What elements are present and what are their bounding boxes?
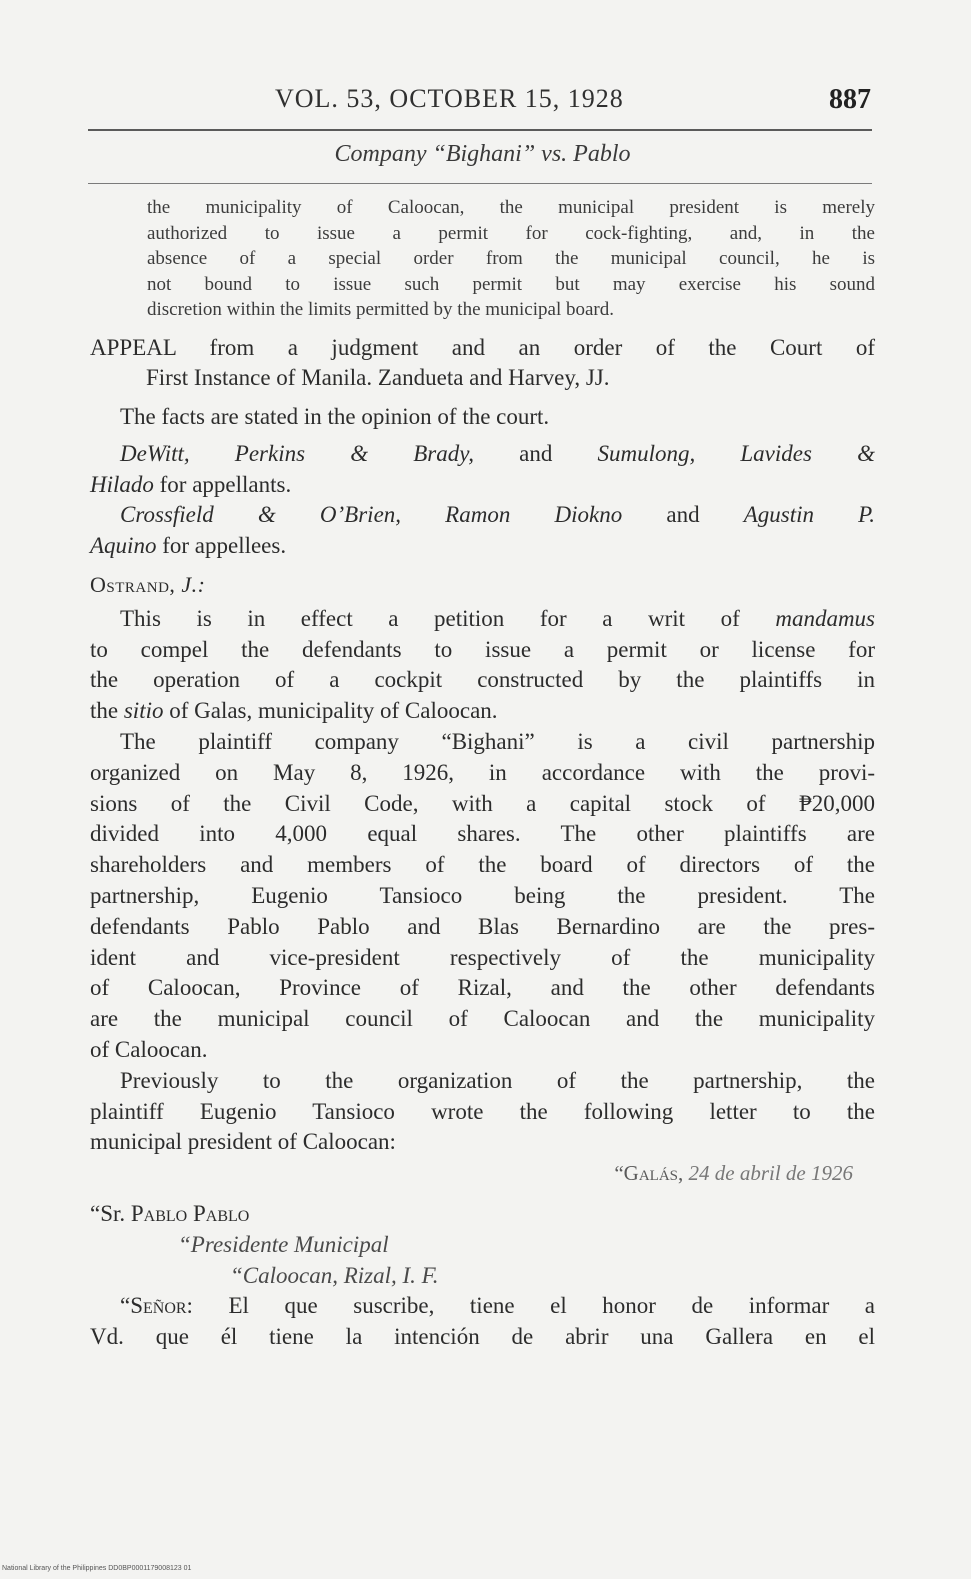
letter-addressee	[90, 1199, 875, 1230]
running-title: VOL. 53, OCTOBER 15, 1928	[275, 84, 624, 113]
paragraph-line: of Caloocan.	[90, 1037, 208, 1063]
counsel-names: DeWitt, Perkins & Brady,	[120, 440, 474, 466]
paragraph-line: Previously to the organization of the partnership, the	[120, 1067, 875, 1093]
addressee-name: Pablo Pablo	[125, 1201, 250, 1227]
paragraph-line: defendants Pablo Pablo and Blas Bernardino are the pres-	[90, 913, 875, 939]
text-run: the	[90, 698, 124, 724]
paragraph-line	[90, 696, 875, 727]
paragraph-line: organized on May 8, 1926, in accordance with the provi-	[90, 759, 875, 785]
appeal-line-2: First Instance of Manila. Zandueta and Harvey, JJ.	[146, 365, 610, 391]
author-title: J.:	[181, 572, 206, 598]
body-text	[90, 195, 875, 1353]
counsel-line	[90, 531, 875, 562]
counsel-line	[90, 500, 875, 531]
text-run-italic: mandamus	[775, 605, 875, 631]
syllabus	[147, 195, 875, 323]
letter-position: “Presidente Municipal	[178, 1231, 389, 1257]
case-title: Company “Bighani” vs. Pablo	[334, 141, 631, 167]
scan-footer-note: National Library of the Philippines DD0BP0001179008123 01	[2, 1565, 192, 1572]
paragraph-line: shareholders and members of the board of directors of the	[90, 852, 875, 878]
running-head	[90, 84, 875, 124]
syllabus-line: absence of a special order from the municipal council, he is	[147, 248, 875, 269]
header-rule	[88, 129, 872, 131]
paragraph-line: The plaintiff company “Bighani” is a civil partnership	[120, 729, 875, 755]
paragraph-line: are the municipal council of Caloocan and the municipality	[90, 1006, 875, 1032]
syllabus-line: not bound to issue such permit but may exercise his sound	[147, 273, 875, 295]
paragraph-line: plaintiff Eugenio Tansioco wrote the following letter to the	[90, 1098, 875, 1124]
letter-body-line: Vd. que él tiene la intención de abrir una Gallera en el	[90, 1324, 875, 1350]
counsel-names: Sumulong, Lavides &	[597, 440, 875, 466]
text-run: of Galas, municipality of Caloocan.	[163, 698, 498, 724]
paragraph-line: partnership, Eugenio Tansioco being the president. The	[90, 883, 875, 909]
counsel-names: Agustin P.	[743, 502, 875, 528]
addressee-title: “Sr.	[90, 1201, 126, 1227]
paragraph-parties	[90, 727, 875, 1066]
paragraph-line: municipal president of Caloocan:	[90, 1129, 396, 1155]
opinion-author	[90, 570, 875, 601]
quoted-letter	[90, 1158, 875, 1353]
appeal-statement	[90, 333, 875, 395]
paragraph-line: of Caloocan, Province of Rizal, and the other defendants	[90, 975, 875, 1001]
paragraph-line: the operation of a cockpit constructed by the plaintiffs in	[90, 667, 875, 693]
appeal-line-1: APPEAL from a judgment and an order of the Court of	[90, 334, 875, 360]
facts-line: The facts are stated in the opinion of the court.	[120, 404, 550, 430]
paragraph-line	[90, 604, 875, 635]
counsel-appellees	[90, 500, 875, 562]
letter-salutation: “Señor:	[120, 1293, 193, 1319]
paragraph-line: divided into 4,000 equal shares. The other plaintiffs are	[90, 821, 875, 847]
text-run-italic: sitio	[123, 698, 164, 724]
letter-date	[90, 1158, 875, 1189]
counsel-role: for appellees.	[156, 533, 287, 559]
author-name: Ostrand,	[90, 572, 176, 598]
syllabus-line: authorized to issue a permit for cock-fighting, and, in the	[147, 222, 875, 244]
counsel-conj: and	[622, 502, 744, 528]
letter-location: “Caloocan, Rizal, I. F.	[230, 1262, 439, 1288]
syllabus-line: the municipality of Caloocan, the municipal president is merely	[147, 197, 875, 218]
counsel-conj: and	[473, 440, 598, 466]
letter-place: “Galás,	[614, 1161, 684, 1186]
text-run: This is in effect a petition for a writ of	[120, 605, 776, 631]
facts-statement	[90, 402, 875, 433]
paragraph-petition	[90, 604, 875, 727]
counsel-names: Hilado	[90, 471, 154, 497]
counsel-appellants	[90, 439, 875, 501]
text-run: El que suscribe, tiene el honor de informar a	[192, 1293, 875, 1319]
paragraph-letter-intro	[90, 1066, 875, 1158]
counsel-line	[90, 439, 875, 470]
case-title-rule	[88, 183, 872, 184]
paragraph-line: ident and vice-president respectively of the municipality	[90, 944, 875, 970]
syllabus-line: discretion within the limits permitted by the municipal board.	[147, 299, 614, 320]
counsel-names: Crossfield & O’Brien, Ramon Diokno	[120, 502, 623, 528]
page-number: 887	[829, 84, 871, 115]
counsel-names: Aquino	[90, 533, 157, 559]
letter-body-line	[90, 1291, 875, 1322]
paragraph-line: to compel the defendants to issue a permit or license for	[90, 636, 875, 662]
paragraph-line: sions of the Civil Code, with a capital stock of ₱20,000	[90, 790, 875, 816]
letter-date-text: 24 de abril de 1926	[683, 1161, 853, 1186]
counsel-role: for appellants.	[153, 471, 292, 497]
counsel-line	[90, 470, 875, 501]
